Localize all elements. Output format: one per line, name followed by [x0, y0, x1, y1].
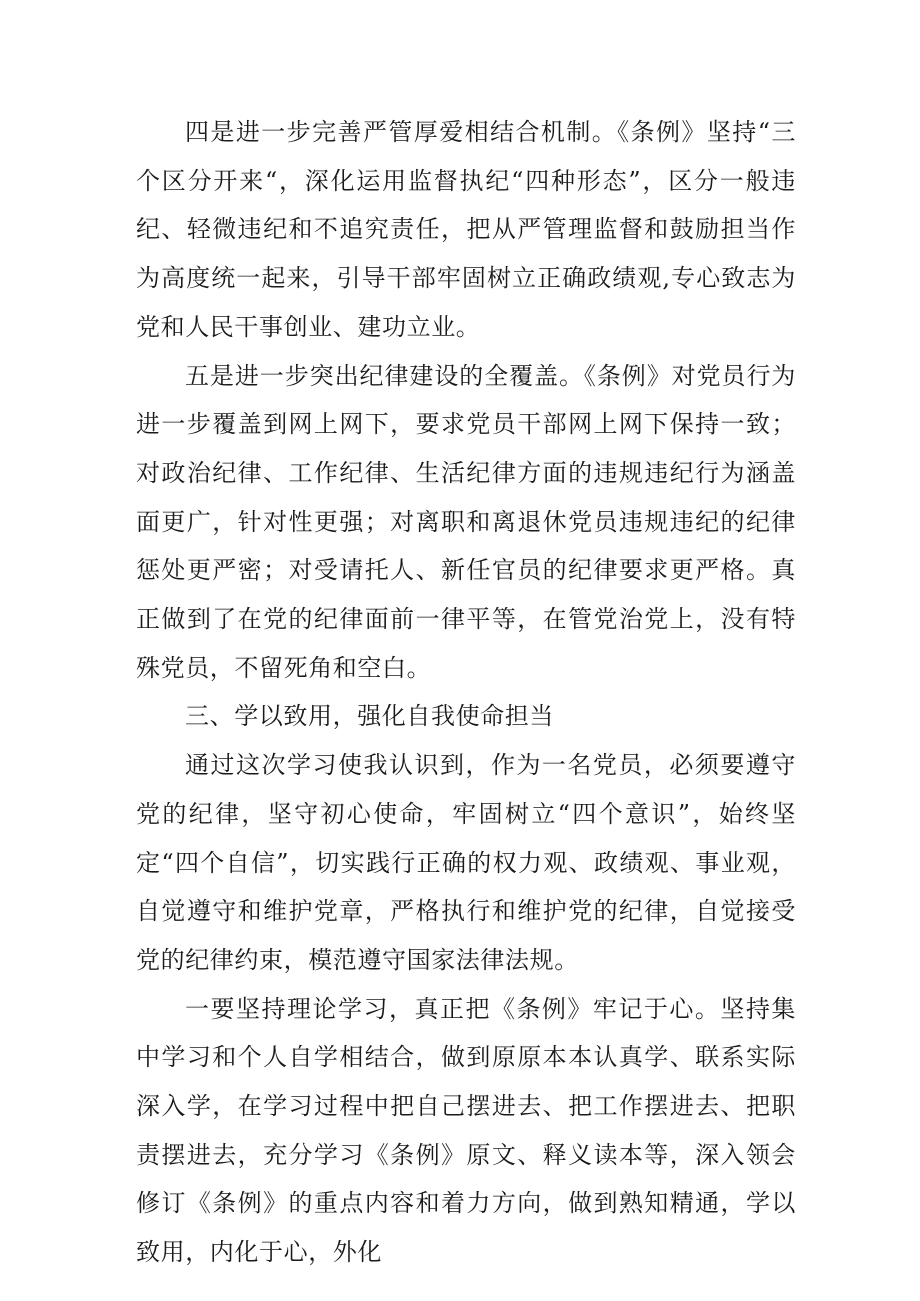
- paragraph-improve-mechanism: 四是进一步完善严管厚爱相结合机制。《条例》坚持“三个区分开来“，深化运用监督执纪“四种形态”，区分一般违纪、轻微违纪和不追究责任，把从严管理监督和鼓励担当作为高度统一起来，引导干部牢固树立正确政绩观,专心致志为党和人民干事创业、建功立业。: [136, 118, 796, 341]
- paragraph-theory-study: 一要坚持理论学习，真正把《条例》牢记于心。坚持集中学习和个人自学相结合，做到原原本本认真学、联系实际深入学，在学习过程中把自己摆进去、把工作摆进去、把职责摆进去，充分学习《条例》原文、释义读本等，深入领会修订《条例》的重点内容和着力方向，做到熟知精通，学以致用，内化于心，外化: [136, 994, 796, 1267]
- paragraph-full-coverage: 五是进一步突出纪律建设的全覆盖。《条例》对党员行为进一步覆盖到网上网下，要求党员干部网上网下保持一致；对政治纪律、工作纪律、生活纪律方面的违规违纪行为涵盖面更广，针对性更强；对离职和离退休党员违规违纪的纪律惩处更严密；对受请托人、新任官员的纪律要求更严格。真正做到了在党的纪律面前一律平等，在管党治党上，没有特殊党员，不留死角和空白。: [136, 361, 796, 682]
- section-heading: 三、学以致用，强化自我使命担当: [185, 702, 554, 731]
- document-body: [136, 108, 796, 1277]
- paragraph-understanding: 通过这次学习使我认识到，作为一名党员，必须要遵守党的纪律，坚守初心使命，牢固树立“四个意识”，始终坚定“四个自信”，切实践行正确的权力观、政绩观、事业观，自觉遵守和维护党章，严格执行和维护党的纪律，自觉接受党的纪律约束，模范遵守国家法律法规。: [136, 751, 796, 974]
